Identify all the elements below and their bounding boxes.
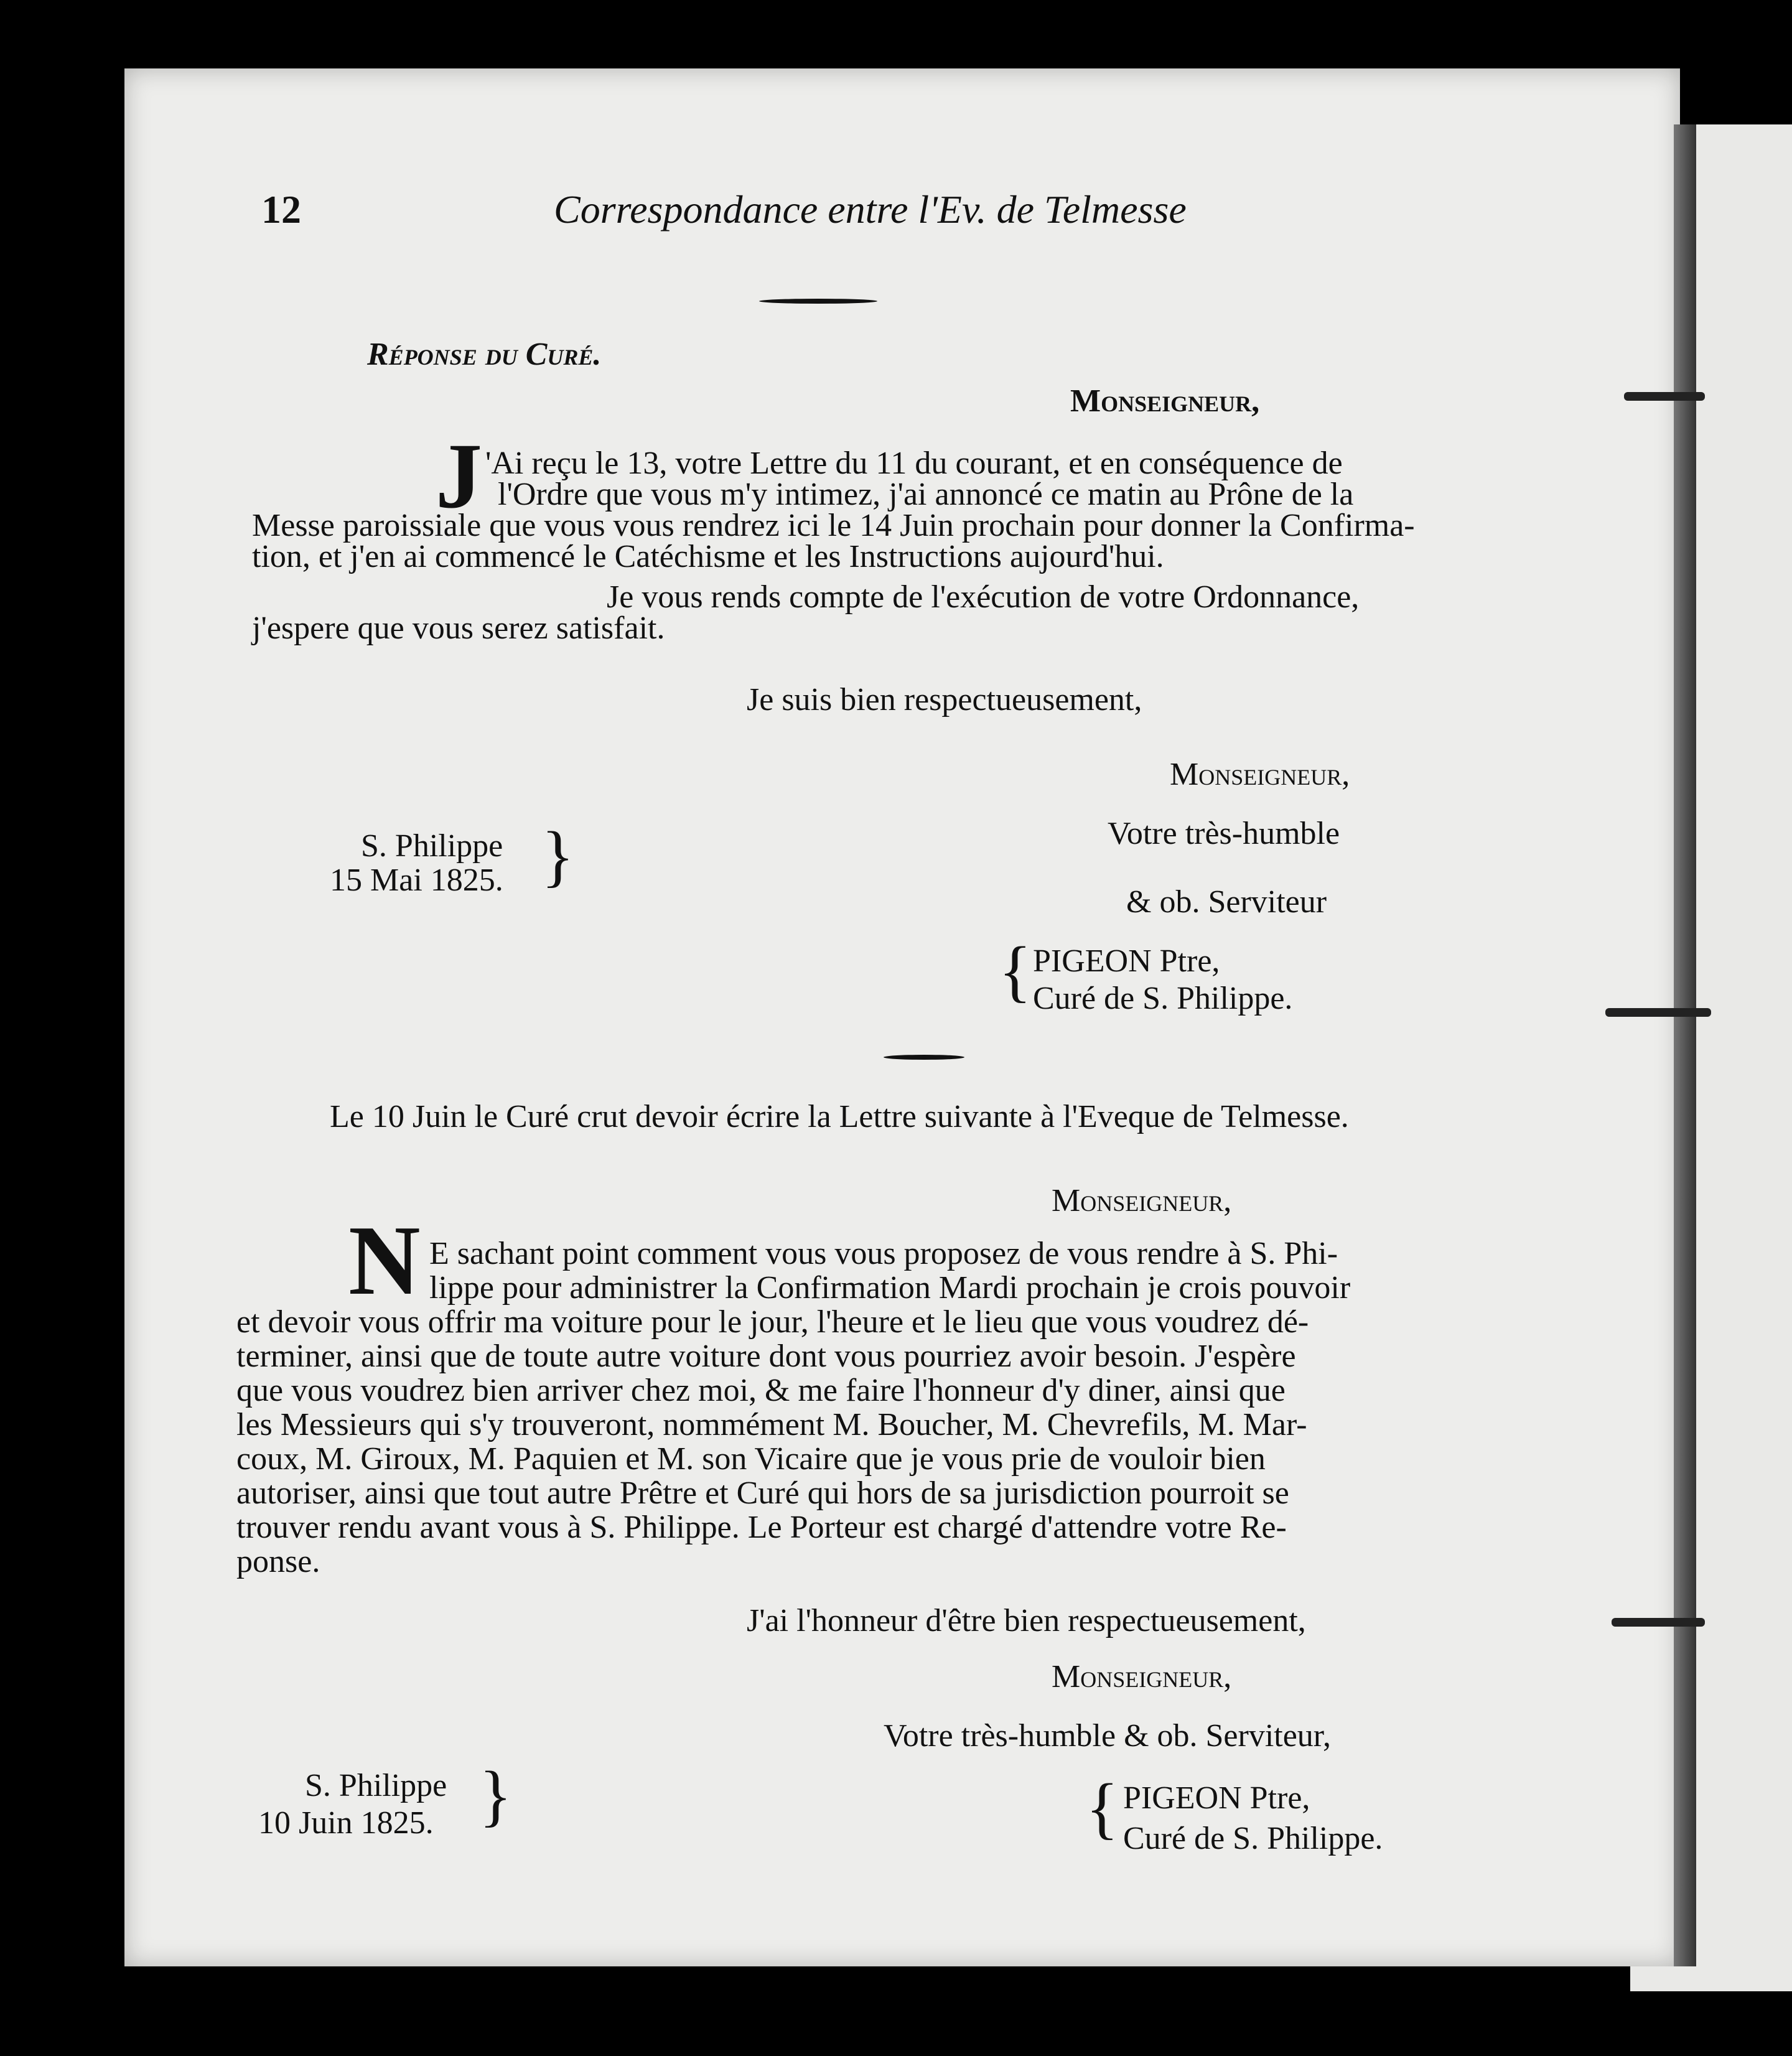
letter2-line-10: ponse. bbox=[236, 1544, 320, 1579]
letter2-closing-salutation: Monseigneur, bbox=[1052, 1659, 1232, 1694]
letter1-line-5: Je vous rends compte de l'exécution de votre Ordonnance, bbox=[607, 579, 1360, 615]
letter1-closing: Je suis bien respectueusement, bbox=[747, 682, 1142, 717]
letter2-line-9: trouver rendu avant vous à S. Philippe. Le Porteur est chargé d'attendre votre Re- bbox=[236, 1510, 1287, 1545]
letter2-line-2: lippe pour administrer la Confirmation Mardi prochain je crois pouvoir bbox=[429, 1270, 1351, 1306]
letter1-line-4: tion, et j'en ai commencé le Catéchisme et les Instructions aujourd'hui. bbox=[252, 539, 1164, 574]
letter2-date: 10 Juin 1825. bbox=[258, 1805, 434, 1841]
ornamental-rule-top bbox=[759, 299, 877, 304]
letter1-signature-title: Curé de S. Philippe. bbox=[1033, 981, 1293, 1016]
letter1-place: S. Philippe bbox=[361, 828, 503, 864]
letter1-signature-brace: { bbox=[999, 933, 1032, 1009]
letter2-signature-name: PIGEON Ptre, bbox=[1123, 1780, 1310, 1816]
letter2-signature-title: Curé de S. Philippe. bbox=[1123, 1821, 1383, 1856]
letter2-closing: J'ai l'honneur d'être bien respectueusement, bbox=[747, 1603, 1306, 1638]
letter1-line-1: 'Ai reçu le 13, votre Lettre du 11 du courant, et en conséquence de bbox=[485, 446, 1343, 481]
letter2-place: S. Philippe bbox=[305, 1768, 447, 1803]
letter1-line-3: Messe paroissiale que vous vous rendrez ici le 14 Juin prochain pour donner la Confirma- bbox=[252, 508, 1415, 543]
letter1-signature-name: PIGEON Ptre, bbox=[1033, 943, 1220, 979]
letter1-closing-salutation: Monseigneur, bbox=[1170, 757, 1350, 792]
letter2-line-5: que vous voudrez bien arriver chez moi, & me faire l'honneur d'y diner, ainsi que bbox=[236, 1373, 1286, 1408]
binding-thread-top bbox=[1624, 392, 1705, 401]
letter2-line-8: autoriser, ainsi que tout autre Prêtre et Curé qui hors de sa jurisdiction pourroit se bbox=[236, 1475, 1289, 1511]
letter2-line-7: coux, M. Giroux, M. Paquien et M. son Vicaire que je vous prie de vouloir bien bbox=[236, 1441, 1266, 1477]
page-gutter-edge bbox=[1674, 124, 1696, 1966]
letter2-line-3: et devoir vous offrir ma voiture pour le jour, l'heure et le lieu que vous voudrez dé- bbox=[236, 1304, 1309, 1340]
letter1-salutation: Monseigneur, bbox=[1070, 383, 1260, 419]
letter1-dropcap: J bbox=[436, 424, 482, 528]
ornamental-rule-middle bbox=[884, 1055, 964, 1060]
letter2-salutation: Monseigneur, bbox=[1052, 1183, 1232, 1218]
letter1-heading: Réponse du Curé. bbox=[367, 337, 602, 372]
letter1-humble: Votre très-humble bbox=[1108, 816, 1340, 851]
letter2-intro: Le 10 Juin le Curé crut devoir écrire la Lettre suivante à l'Eveque de Telmesse. bbox=[330, 1099, 1349, 1134]
letter2-signature-brace: { bbox=[1086, 1770, 1119, 1846]
letter1-date: 15 Mai 1825. bbox=[330, 862, 503, 898]
page-number: 12 bbox=[261, 187, 301, 231]
letter1-line-6: j'espere que vous serez satisfait. bbox=[252, 610, 665, 646]
letter1-line-2: l'Ordre que vous m'y intimez, j'ai annoncé ce matin au Prône de la bbox=[498, 477, 1354, 512]
binding-thread-middle bbox=[1605, 1008, 1711, 1017]
page-header bbox=[261, 187, 1307, 255]
letter2-line-6: les Messieurs qui s'y trouveront, nommément M. Boucher, M. Chevrefils, M. Mar- bbox=[236, 1407, 1307, 1442]
letter1-servant: & ob. Serviteur bbox=[1126, 884, 1327, 920]
letter1-place-brace: } bbox=[541, 818, 574, 894]
letter2-line-4: terminer, ainsi que de toute autre voiture dont vous pourriez avoir besoin. J'espère bbox=[236, 1339, 1296, 1374]
letter2-line-1: E sachant point comment vous vous proposez de vous rendre à S. Phi- bbox=[429, 1236, 1338, 1271]
document-page bbox=[124, 68, 1680, 1966]
running-title: Correspondance entre l'Ev. de Telmesse bbox=[554, 187, 1187, 231]
binding-thread-bottom bbox=[1612, 1618, 1705, 1627]
letter2-place-brace: } bbox=[479, 1757, 512, 1833]
letter2-humble-servant: Votre très-humble & ob. Serviteur, bbox=[884, 1718, 1332, 1754]
letter2-dropcap: N bbox=[348, 1205, 421, 1315]
